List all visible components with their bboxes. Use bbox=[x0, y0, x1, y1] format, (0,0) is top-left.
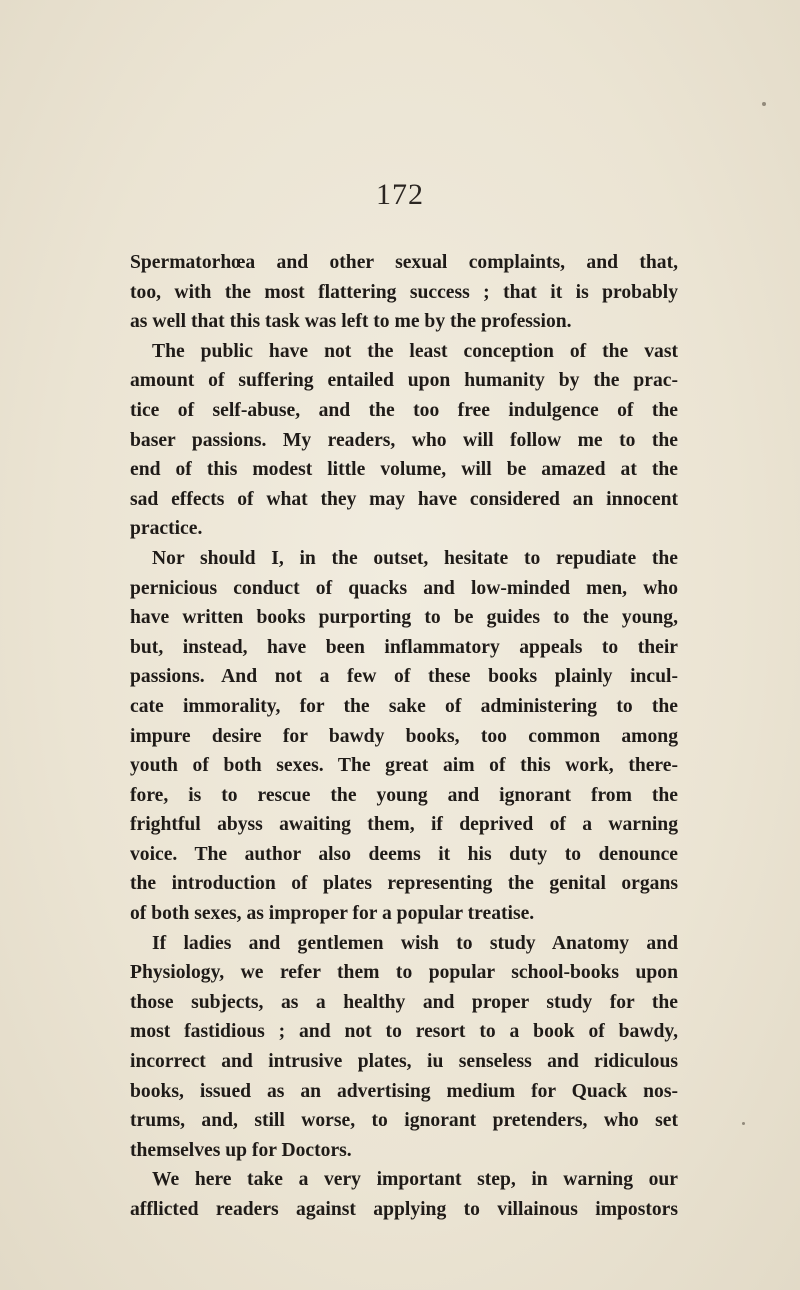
text-line: The public have not the least conception of the vast bbox=[152, 340, 678, 362]
text-line: passions. And not a few of these books plainly incul- bbox=[130, 666, 678, 688]
text-line: practice. bbox=[130, 518, 203, 540]
text-line: Nor should I, in the outset, hesitate to repudiate the bbox=[152, 547, 678, 569]
text-line: too, with the most flattering success ; that it is probably bbox=[130, 281, 678, 303]
text-line: tice of self-abuse, and the too free indulgence of the bbox=[130, 399, 678, 421]
text-line: of both sexes, as improper for a popular treatise. bbox=[130, 903, 535, 925]
text-line: impure desire for bawdy books, too common among bbox=[130, 725, 678, 747]
text-line: pernicious conduct of quacks and low-minded men, who bbox=[130, 577, 678, 599]
text-line: voice. The author also deems it his duty to denounce bbox=[130, 843, 678, 865]
text-line: most fastidious ; and not to resort to a book of bawdy, bbox=[130, 1021, 678, 1043]
text-line: books, issued as an advertising medium for Quack nos- bbox=[130, 1080, 678, 1102]
text-line: afflicted readers against applying to villainous impostors bbox=[130, 1199, 678, 1220]
text-line: Physiology, we refer them to popular school-books upon bbox=[130, 962, 678, 984]
text-line: as well that this task was left to me by the profession. bbox=[130, 311, 572, 333]
text-line: We here take a very important step, in warning our bbox=[152, 1169, 678, 1191]
ink-speck bbox=[742, 1122, 745, 1125]
text-line: sad effects of what they may have considered an innocent bbox=[130, 488, 678, 510]
text-line: amount of suffering entailed upon humanity by the prac- bbox=[130, 370, 678, 392]
text-line: themselves up for Doctors. bbox=[130, 1139, 352, 1161]
text-line: the introduction of plates representing the genital organs bbox=[130, 873, 678, 895]
text-line: trums, and, still worse, to ignorant pretenders, who set bbox=[130, 1110, 678, 1132]
ink-speck bbox=[762, 102, 766, 106]
text-line: those subjects, as a healthy and proper study for the bbox=[130, 991, 678, 1013]
text-line: baser passions. My readers, who will follow me to the bbox=[130, 429, 678, 451]
page-body-text bbox=[130, 248, 678, 1225]
text-line: incorrect and intrusive plates, iu senseless and ridiculous bbox=[130, 1051, 678, 1073]
text-line: but, instead, have been inflammatory appeals to their bbox=[130, 636, 678, 658]
text-line: If ladies and gentlemen wish to study Anatomy and bbox=[152, 932, 678, 954]
text-line: end of this modest little volume, will be amazed at the bbox=[130, 459, 678, 481]
text-line: fore, is to rescue the young and ignorant from the bbox=[130, 784, 678, 806]
text-line: cate immorality, for the sake of administering to the bbox=[130, 695, 678, 717]
page-number: 172 bbox=[376, 178, 424, 211]
text-line: Spermatorhœa and other sexual complaints, and that, bbox=[130, 252, 678, 273]
text-line: have written books purporting to be guides to the young, bbox=[130, 607, 678, 629]
text-line: frightful abyss awaiting them, if deprived of a warning bbox=[130, 814, 678, 836]
text-line: youth of both sexes. The great aim of this work, there- bbox=[130, 755, 678, 777]
